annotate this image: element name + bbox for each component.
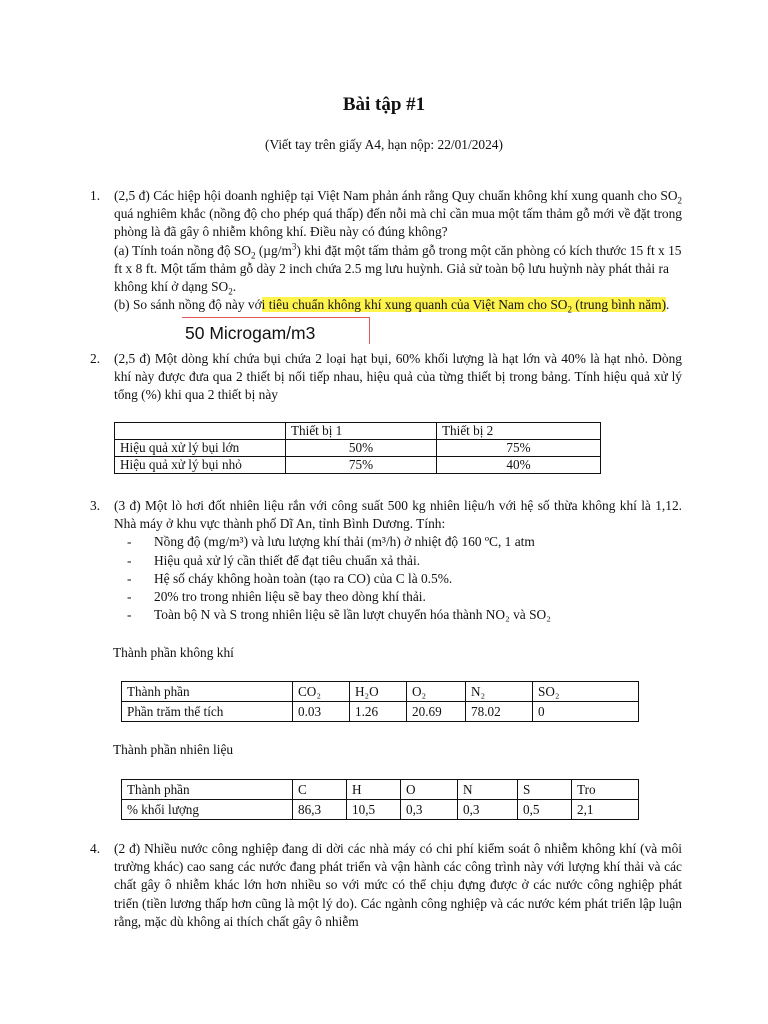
table-row <box>122 702 639 722</box>
table-cell: 20.69 <box>407 702 466 722</box>
table-header-cell: C <box>293 780 347 800</box>
question-4-text: (2 đ) Nhiều nước công nghiệp đang di dời các nhà máy có chi phí kiểm soát ô nhiễm không khí (và môi trường khác) cao sang các nước đang phát triển và vận hành các công trình này với lượng khí thải và các chất gây ô nhiễm khác lớn hơn nhiều so với mức có thể chịu đựng được ở các nước công nghiệp phát triển (tiền lương thấp hơn cũng là một lý do). Các ngành công nghiệp và các nước kém phát triển lập luận rằng, mặc dù không ai thích chất gây ô nhiễm <box>114 841 682 929</box>
table-row <box>115 440 601 457</box>
table-cell: 50% <box>286 440 437 457</box>
table-header-cell: H₂O <box>350 682 407 702</box>
table-cell: Hiệu quả xử lý bụi lớn <box>115 440 286 457</box>
table-cell: Phần trăm thể tích <box>122 702 293 722</box>
table-cell: 0 <box>533 702 639 722</box>
list-item: - Hệ số cháy không hoàn toàn (tạo ra CO) của C là 0.5%. <box>127 570 682 588</box>
table-cell: 75% <box>286 457 437 474</box>
table-cell <box>115 423 286 440</box>
highlighted-text: i tiêu chuẩn không khí xung quanh của Việt Nam cho $SO_2$ (trung bình năm) <box>261 297 667 315</box>
table-cell: 0,5 <box>518 800 572 820</box>
table-row <box>122 800 639 820</box>
question-1-part-a: (a) Tính toán nồng độ $SO_2$ $(\mu g/m^3)$ khi đặt một tấm thảm gỗ trong một căn phòng có kích thước 15 ft x 15 ft x 8 ft. Một tấm thảm gỗ dày 2 inch chứa 2.5 mg lưu huỳnh. Giả sử toàn bộ lưu huỳnh này phát thải ra không khí ở dạng $SO_2$. <box>114 241 682 297</box>
table-cell: 78.02 <box>466 702 533 722</box>
table-cell: 0.03 <box>293 702 350 722</box>
question-number: 1. <box>90 188 101 203</box>
table-header-cell: Thiết bị 1 <box>286 423 437 440</box>
list-item: - Toàn bộ N và S trong nhiên liệu sẽ lần lượt chuyển hóa thành NO₂ và SO₂ <box>127 606 682 624</box>
list-item: - Hiệu quả xử lý cần thiết để đạt tiêu chuẩn xả thải. <box>127 552 682 570</box>
list-item: - Nồng độ (mg/m³) và lưu lượng khí thải (m³/h) ở nhiệt độ 160 ºC, 1 atm <box>127 533 682 551</box>
page-title: Bài tập #1 <box>342 94 426 115</box>
table-cell: 0,3 <box>458 800 518 820</box>
question-4 <box>90 840 682 931</box>
table-header-cell: Tro <box>572 780 639 800</box>
question-1 <box>90 187 682 314</box>
table-header-cell: Thiết bị 2 <box>437 423 601 440</box>
efficiency-table <box>114 422 601 474</box>
table-header-cell: CO₂ <box>293 682 350 702</box>
question-2-text: (2,5 đ) Một dòng khí chứa bụi chứa 2 loại hạt bụi, 60% khối lượng là hạt lớn và 40% là hạt nhỏ. Dòng khí này được đưa qua 2 thiết bị nối tiếp nhau, hiệu quả của từng thiết bị trong bảng. Tính hiệu quả xử lý tổng (%) khi qua 2 thiết bị này <box>114 351 682 403</box>
table-header-cell: Thành phần <box>122 682 293 702</box>
table-header-cell: SO₂ <box>533 682 639 702</box>
table-header-row <box>122 780 639 800</box>
table-header-cell: N₂ <box>466 682 533 702</box>
question-number: 4. <box>90 841 101 856</box>
air-composition-table <box>121 681 639 722</box>
table-cell: 10,5 <box>347 800 401 820</box>
table-header-cell: Thành phần <box>122 780 293 800</box>
table-header-cell: N <box>458 780 518 800</box>
handwritten-answer-box: 50 Microgam/m3 <box>182 317 370 344</box>
table-header-row <box>115 423 601 440</box>
table-cell: 1.26 <box>350 702 407 722</box>
table-header-cell: O₂ <box>407 682 466 702</box>
question-1-part-b: (b) So sánh nồng độ này với tiêu chuẩn không khí xung quanh của Việt Nam cho $SO_2$ (trung bình năm). <box>114 297 670 315</box>
question-2 <box>90 350 682 405</box>
list-item: - 20% tro trong nhiên liệu sẽ bay theo dòng khí thải. <box>127 588 682 606</box>
table-header-cell: O <box>401 780 458 800</box>
question-number: 3. <box>90 498 101 513</box>
table-header-cell: H <box>347 780 401 800</box>
table-cell: Hiệu quả xử lý bụi nhỏ <box>115 457 286 474</box>
table-cell: 0,3 <box>401 800 458 820</box>
question-3 <box>90 497 682 624</box>
page-subtitle: (Viết tay trên giấy A4, hạn nộp: 22/01/2024) <box>265 137 503 152</box>
question-3-text: (3 đ) Một lò hơi đốt nhiên liệu rắn với công suất 500 kg nhiên liệu/h với hệ số thừa không khí là 1,12. Nhà máy ở khu vực thành phố Dĩ An, tỉnh Bình Dương. Tính: <box>114 498 682 532</box>
table-cell: 86,3 <box>293 800 347 820</box>
table-header-cell: S <box>518 780 572 800</box>
table-row <box>115 457 601 474</box>
table-header-row <box>122 682 639 702</box>
table-cell: 2,1 <box>572 800 639 820</box>
fuel-composition-caption: Thành phần nhiên liệu <box>113 742 234 757</box>
table-cell: 40% <box>437 457 601 474</box>
question-number: 2. <box>90 351 101 366</box>
air-composition-caption: Thành phần không khí <box>113 645 234 660</box>
fuel-composition-table <box>121 779 639 820</box>
table-cell: % khối lượng <box>122 800 293 820</box>
question-1-intro: (2,5 đ) Các hiệp hội doanh nghiệp tại Việt Nam phản ánh rằng Quy chuẩn không khí xung quanh cho $SO_2$ quá nghiêm khắc (nồng độ cho phép quá thấp) đến nỗi mà chỉ cần mua một tấm thảm gỗ mới về đặt trong phòng là đã gây ô nhiễm không khí. Điều này có đúng không? <box>114 188 682 240</box>
question-3-list <box>127 533 682 624</box>
table-cell: 75% <box>437 440 601 457</box>
